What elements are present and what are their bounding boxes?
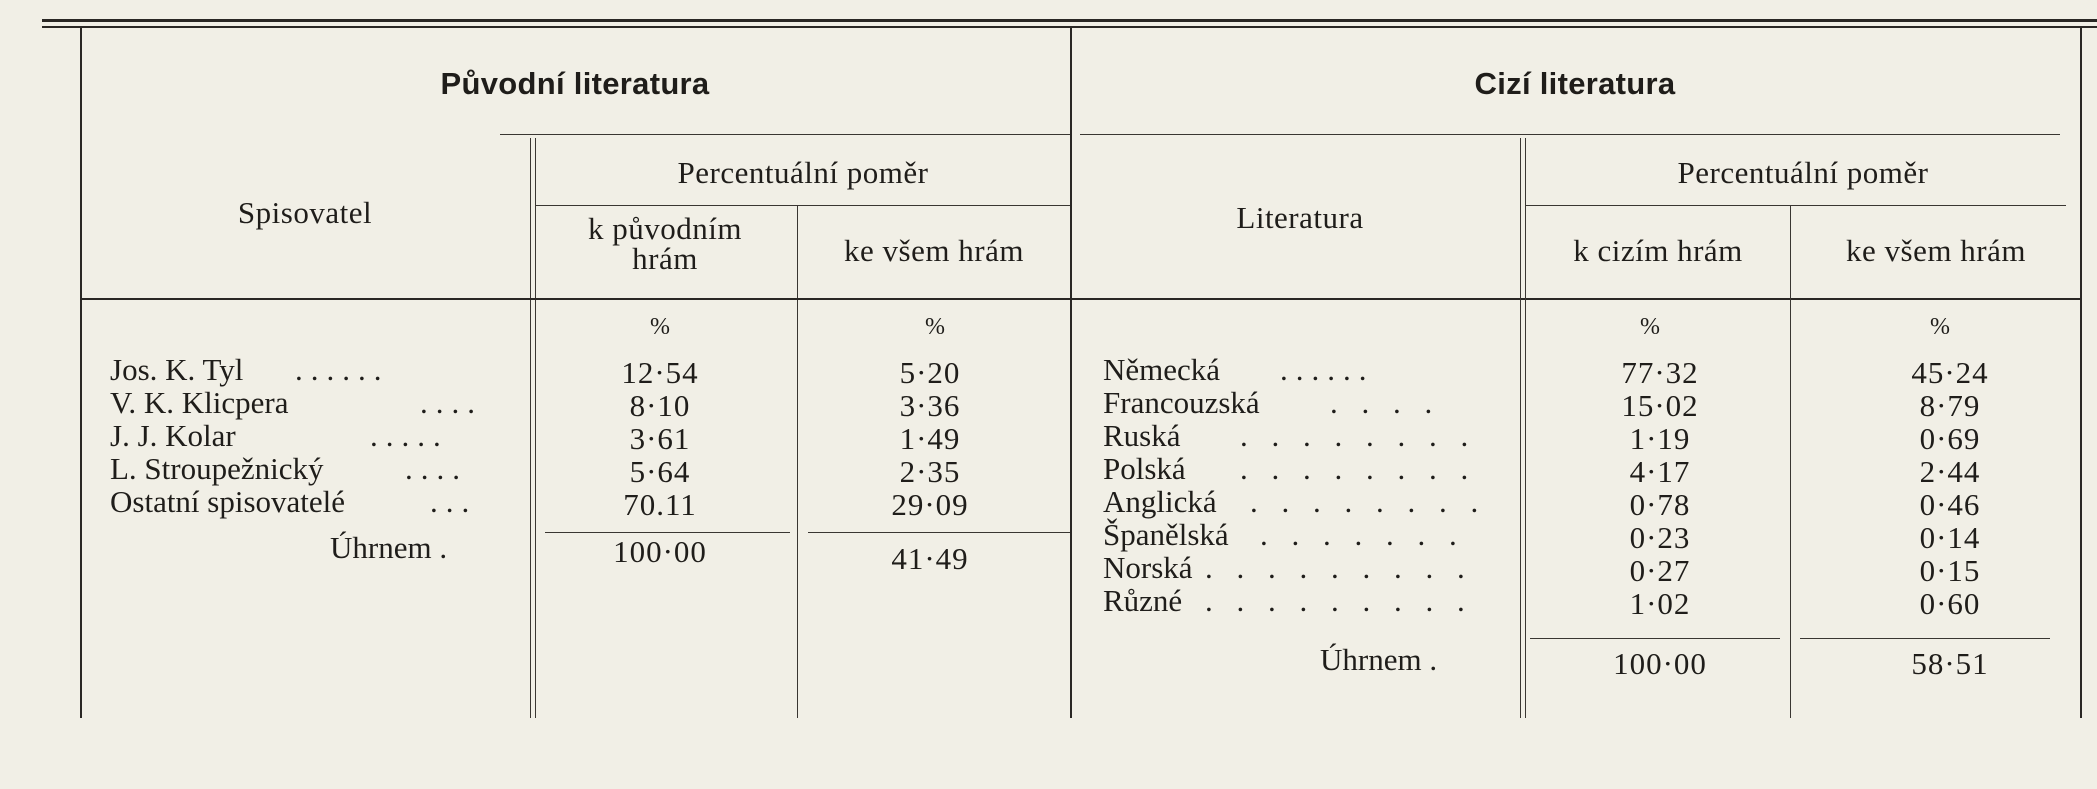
right-row-b: 0·46: [1919, 487, 1981, 522]
left-total-a: 100·00: [613, 534, 707, 569]
right-row-a: 15·02: [1621, 388, 1699, 423]
left-col-original-header: k původním hrám: [588, 211, 742, 276]
left-unit-a: %: [650, 314, 670, 340]
left-ratio-header: Percentuální poměr: [677, 155, 929, 190]
right-col-double-b: [1525, 138, 1526, 718]
left-row-dots: ....: [405, 451, 468, 486]
right-row-dots: . . . . . . .: [1260, 517, 1465, 552]
top-rule: [42, 19, 2097, 22]
right-col-literature-header: Literatura: [1236, 200, 1364, 235]
right-row-b: 0·69: [1919, 421, 1981, 456]
left-col-all-header: ke všem hrám: [844, 233, 1024, 268]
right-total-b: 58·51: [1911, 646, 1989, 681]
right-col-all-header: ke všem hrám: [1846, 233, 2026, 268]
right-row-name: Francouzská: [1103, 385, 1260, 420]
left-row-a: 5·64: [629, 454, 691, 489]
left-total-label: Úhrnem .: [330, 530, 448, 565]
left-col-double-a: [530, 138, 531, 718]
right-total-a: 100·00: [1613, 646, 1707, 681]
left-row-dots: ......: [295, 352, 390, 387]
right-row-a: 1·19: [1629, 421, 1691, 456]
right-row-name: Anglická: [1103, 484, 1217, 519]
right-border: [2080, 28, 2082, 718]
left-row-a: 70.11: [623, 487, 697, 522]
right-row-a: 77·32: [1621, 355, 1699, 390]
center-divider: [1070, 28, 1072, 718]
right-row-b: 0·14: [1919, 520, 1981, 555]
left-col-writer-header: Spisovatel: [237, 195, 373, 230]
right-row-a: 4·17: [1629, 454, 1691, 489]
left-row-a: 8·10: [629, 388, 691, 423]
right-total-label: Úhrnem .: [1320, 642, 1438, 677]
right-row-dots: . . . . . . . . .: [1205, 550, 1473, 585]
right-row-dots: . . . . . . . .: [1240, 418, 1477, 453]
right-row-name: Španělská: [1103, 517, 1229, 552]
right-row-a: 0·78: [1629, 487, 1691, 522]
right-section-title: Cizí literatura: [1474, 66, 1676, 101]
right-row-dots: . . . . . . . .: [1250, 484, 1487, 519]
left-unit-b: %: [925, 314, 945, 340]
right-total-rule-b: [1800, 638, 2050, 639]
left-row-dots: ...: [430, 484, 478, 519]
right-row-a: 1·02: [1629, 586, 1691, 621]
left-row-b: 5·20: [899, 355, 961, 390]
right-col-double-a: [1520, 138, 1521, 718]
left-row-name: L. Stroupežnický: [110, 451, 324, 486]
right-row-b: 8·79: [1919, 388, 1981, 423]
right-title-rule: [1080, 134, 2060, 135]
right-row-dots: . . . . . . . . .: [1205, 583, 1473, 618]
right-row-dots: ......: [1280, 352, 1375, 387]
left-row-name: Jos. K. Tyl: [110, 352, 244, 387]
left-row-name: V. K. Klicpera: [110, 385, 289, 420]
left-row-b: 3·36: [899, 388, 961, 423]
left-row-b: 1·49: [899, 421, 961, 456]
left-sub-divider: [797, 206, 798, 718]
left-title-rule: [500, 134, 1070, 135]
right-row-b: 45·24: [1911, 355, 1989, 390]
right-unit-b: %: [1930, 314, 1950, 340]
right-sub-divider: [1790, 206, 1791, 718]
left-col-double-b: [535, 138, 536, 718]
left-row-a: 12·54: [621, 355, 699, 390]
left-section-title: Původní literatura: [440, 66, 710, 101]
left-row-dots: .....: [370, 418, 449, 453]
right-unit-a: %: [1640, 314, 1660, 340]
right-row-b: 0·15: [1919, 553, 1981, 588]
left-row-b: 2·35: [899, 454, 961, 489]
right-row-name: Ruská: [1103, 418, 1181, 453]
right-row-b: 0·60: [1919, 586, 1981, 621]
left-row-a: 3·61: [629, 421, 691, 456]
right-row-a: 0·23: [1629, 520, 1691, 555]
right-row-dots: . . . .: [1330, 385, 1441, 420]
header-bottom-rule: [80, 298, 2080, 300]
left-border: [80, 28, 82, 718]
left-ratio-rule: [536, 205, 1070, 206]
right-row-name: Polská: [1103, 451, 1186, 486]
right-row-name: Různé: [1103, 583, 1183, 618]
right-row-name: Německá: [1103, 352, 1221, 387]
left-total-rule-a: [545, 532, 790, 533]
right-total-rule-a: [1530, 638, 1780, 639]
right-row-b: 2·44: [1919, 454, 1981, 489]
left-row-name: Ostatní spisovatelé: [110, 484, 346, 519]
right-row-name: Norská: [1103, 550, 1193, 585]
right-row-dots: . . . . . . . .: [1240, 451, 1477, 486]
right-ratio-rule: [1526, 205, 2066, 206]
right-col-foreign-header: k cizím hrám: [1573, 233, 1743, 268]
left-row-dots: ....: [420, 385, 483, 420]
left-total-b: 41·49: [891, 541, 969, 576]
left-total-rule-b: [808, 532, 1070, 533]
right-row-a: 0·27: [1629, 553, 1691, 588]
right-ratio-header: Percentuální poměr: [1677, 155, 1929, 190]
left-row-name: J. J. Kolar: [110, 418, 236, 453]
left-row-b: 29·09: [891, 487, 969, 522]
